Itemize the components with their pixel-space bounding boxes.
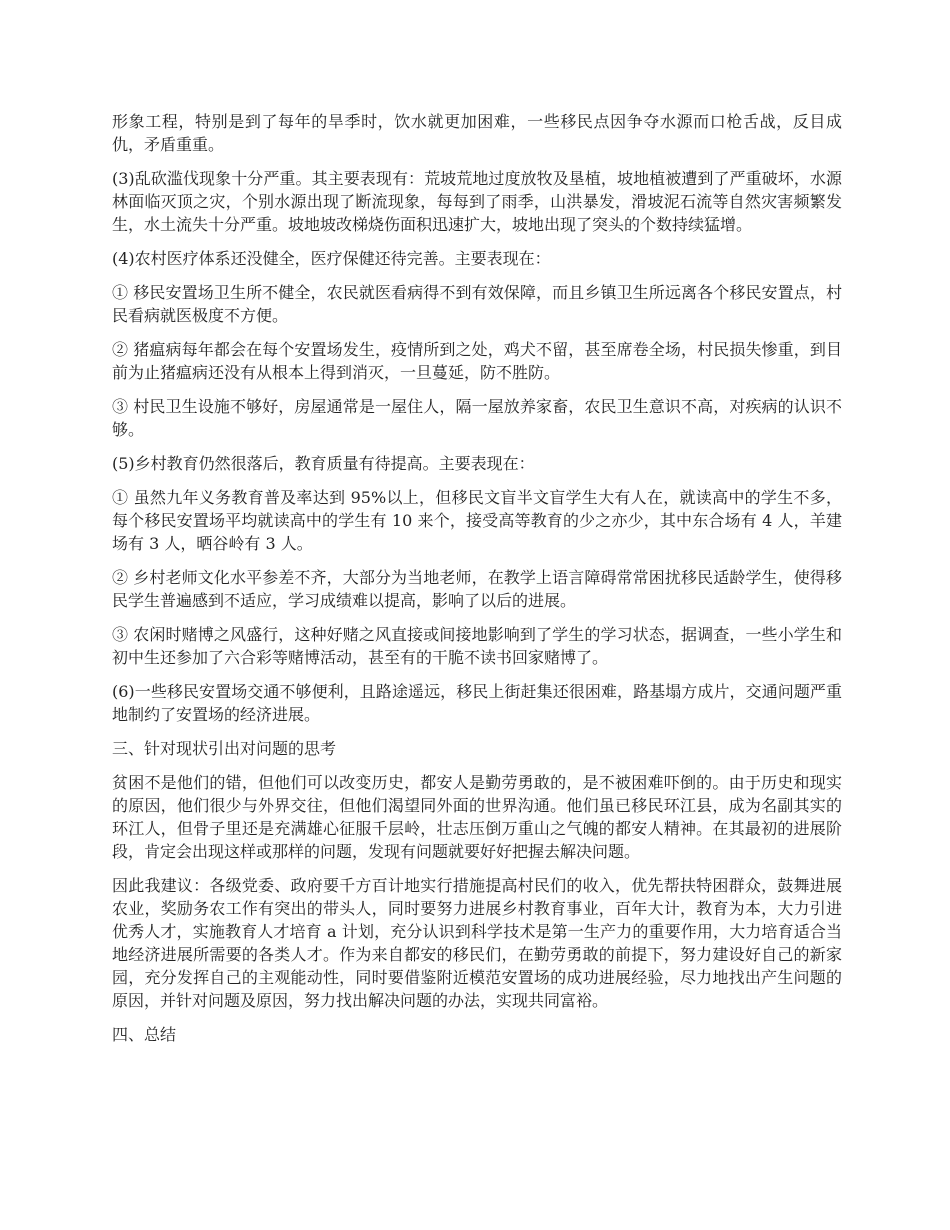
- paragraph-education-item-1: ① 虽然九年义务教育普及率达到 95%以上，但移民文盲半文盲学生大有人在，就读高中的学生不多，每个移民安置场平均就读高中的学生有 10 来个，接受高等教育的少之亦少，其中东合场有 4 人，羊建场有 3 人，晒谷岭有 3 人。: [112, 488, 842, 553]
- paragraph-medical-item-3: ③ 村民卫生设施不够好，房屋通常是一屋住人，隔一屋放养家畜，农民卫生意识不高，对疾病的认识不够。: [112, 397, 842, 439]
- paragraph-education-item-2: ② 乡村老师文化水平参差不齐，大部分为当地老师，在教学上语言障碍常常困扰移民适龄学生，使得移民学生普遍感到不适应，学习成绩难以提高，影响了以后的进展。: [112, 568, 842, 610]
- paragraph-medical-heading: (4)农村医疗体系还没健全，医疗保健还待完善。主要表现在：: [112, 249, 551, 268]
- section-heading-reflection: 三、针对现状引出对问题的思考: [112, 739, 337, 758]
- section-heading-summary: 四、总结: [112, 1025, 177, 1044]
- paragraph-education-item-3: ③ 农闲时赌博之风盛行，这种好赌之风直接或间接地影响到了学生的学习状态，据调查，一些小学生和初中生还参加了六合彩等赌博活动，甚至有的干脆不读书回家赌博了。: [112, 625, 842, 667]
- paragraph-suggestions: 因此我建议：各级党委、政府要千方百计地实行措施提高村民们的收入，优先帮扶特困群众，鼓舞进展农业，奖励务农工作有突出的带头人，同时要努力进展乡村教育事业，百年大计，教育为本，大力引进优秀人才，实施教育人才培育 a 计划，充分认识到科学技术是第一生产力的重要作用，大力培育适合当地经济进展所需要的各类人才。作为来自都安的移民们，在勤劳勇敢的前提下，努力建设好自己的新家园，充分发挥自己的主观能动性，同时要借鉴附近模范安置场的成功进展经验，尽力地找出产生问题的原因，并针对问题及原因，努力找出解决问题的办法，实现共同富裕。: [112, 876, 842, 1010]
- document-body: [112, 110, 842, 1057]
- paragraph-water-conflict: 形象工程，特别是到了每年的旱季时，饮水就更加困难，一些移民点因争夺水源而口枪舌战，反目成仇，矛盾重重。: [112, 112, 842, 154]
- paragraph-reflection: 贫困不是他们的错，但他们可以改变历史，都安人是勤劳勇敢的，是不被困难吓倒的。由于历史和现实的原因，他们很少与外界交往，但他们渴望同外面的世界沟通。他们虽已移民环江县，成为名副其实的环江人，但骨子里还是充满雄心征服千层岭，壮志压倒万重山之气魄的都安人精神。在其最初的进展阶段，肯定会出现这样或那样的问题，发现有问题就要好好把握去解决问题。: [112, 773, 842, 861]
- paragraph-education-heading: (5)乡村教育仍然很落后，教育质量有待提高。主要表现在：: [112, 454, 535, 473]
- paragraph-medical-item-1: ① 移民安置场卫生所不健全，农民就医看病得不到有效保障，而且乡镇卫生所远离各个移民安置点，村民看病就医极度不方便。: [112, 283, 842, 325]
- paragraph-transport: (6)一些移民安置场交通不够便利，且路途遥远，移民上街赶集还很困难，路基塌方成片，交通问题严重地制约了安置场的经济进展。: [112, 682, 842, 724]
- paragraph-medical-item-2: ② 猪瘟病每年都会在每个安置场发生，疫情所到之处，鸡犬不留，甚至席卷全场，村民损失惨重，到目前为止猪瘟病还没有从根本上得到消灭，一旦蔓延，防不胜防。: [112, 340, 842, 382]
- paragraph-deforestation: (3)乱砍滥伐现象十分严重。其主要表现有：荒坡荒地过度放牧及垦植，坡地植被遭到了严重破坏，水源林面临灭顶之灾，个别水源出现了断流现象，每每到了雨季，山洪暴发，滑坡泥石流等自然灾害频繁发生，水土流失十分严重。坡地坡改梯烧伤面积迅速扩大，坡地出现了突头的个数持续猛增。: [112, 169, 842, 234]
